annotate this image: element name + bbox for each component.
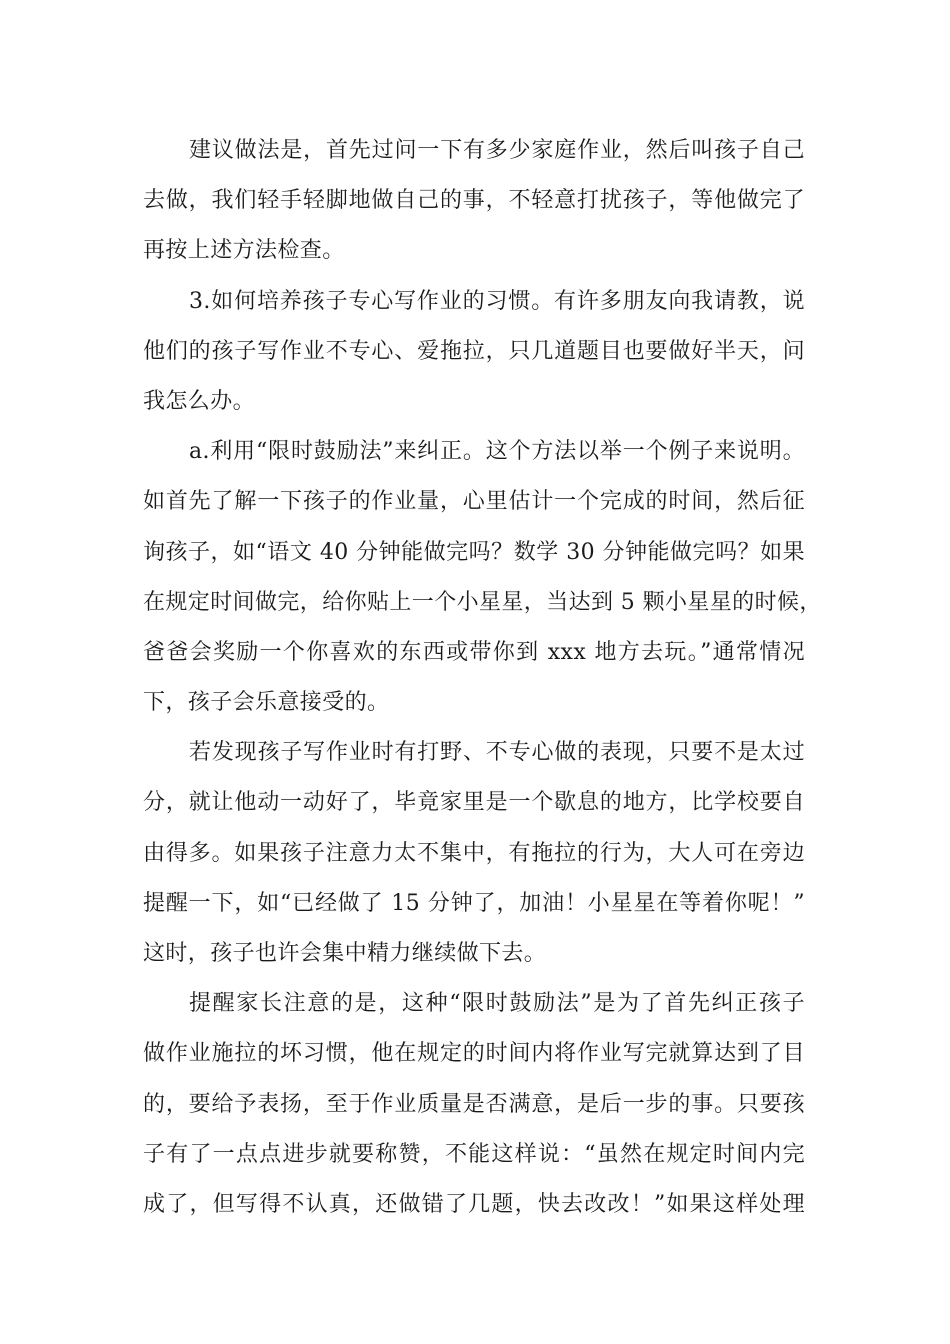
text-line: 提醒家长注意的是，这种“限时鼓励法”是为了首先纠正孩子 xyxy=(189,991,805,1017)
text-line: 子有了一点点进步就要称赞，不能这样说：“虽然在规定时间内完 xyxy=(143,1141,805,1167)
text-line: 做作业施拉的坏习惯，他在规定的时间内将作业写完就算达到了目 xyxy=(143,1041,805,1067)
text-line: 3.如何培养孩子专心写作业的习惯。有许多朋友向我请教，说 xyxy=(189,288,805,314)
text-line: 建议做法是，首先过问一下有多少家庭作业，然后叫孩子自己 xyxy=(189,138,805,163)
paragraph-4 xyxy=(143,728,805,979)
text-line: 这时，孩子也许会集中精力继续做下去。 xyxy=(143,941,547,966)
text-line: 下，孩子会乐意接受的。 xyxy=(143,690,390,716)
text-line: 再按上述方法检查。 xyxy=(143,238,345,264)
paragraph-5 xyxy=(143,979,805,1230)
text-line: 我怎么办。 xyxy=(143,388,256,414)
document-body xyxy=(143,126,822,1230)
text-line: 他们的孩子写作业不专心、爱拖拉，只几道题目也要做好半天，问 xyxy=(143,338,805,364)
text-line: 去做，我们轻手轻脚地做自己的事，不轻意打扰孩子，等他做完了 xyxy=(143,188,805,214)
text-line: 提醒一下，如“已经做了 15 分钟了，加油！小星星在等着你呢！” xyxy=(143,890,805,916)
text-line: 由得多。如果孩子注意力太不集中，有拖拉的行为，大人可在旁边 xyxy=(143,840,805,866)
paragraph-2 xyxy=(143,277,805,428)
text-line: 爸爸会奖励一个你喜欢的东西或带你到 xxx 地方去玩。”通常情况 xyxy=(143,639,805,665)
paragraph-3 xyxy=(143,427,822,728)
text-line: 询孩子，如“语文 40 分钟能做完吗？数学 30 分钟能做完吗？如果 xyxy=(143,539,805,565)
text-line: 的，要给予表扬，至于作业质量是否满意，是后一步的事。只要孩 xyxy=(143,1091,805,1117)
text-line: 分，就让他动一动好了，毕竟家里是一个歇息的地方，比学校要自 xyxy=(143,790,805,816)
text-line: 若发现孩子写作业时有打野、不专心做的表现，只要不是太过 xyxy=(189,740,805,766)
paragraph-1 xyxy=(143,126,805,277)
text-line: 成了，但写得不认真，还做错了几题，快去改改！”如果这样处理 xyxy=(143,1191,805,1217)
text-line: 如首先了解一下孩子的作业量，心里估计一个完成的时间，然后征 xyxy=(143,489,805,515)
text-line: a.利用“限时鼓励法”来纠正。这个方法以举一个例子来说明。 xyxy=(189,439,805,465)
text-line: 在规定时间做完，给你贴上一个小星星，当达到 5 颗小星星的时候， xyxy=(143,589,822,615)
